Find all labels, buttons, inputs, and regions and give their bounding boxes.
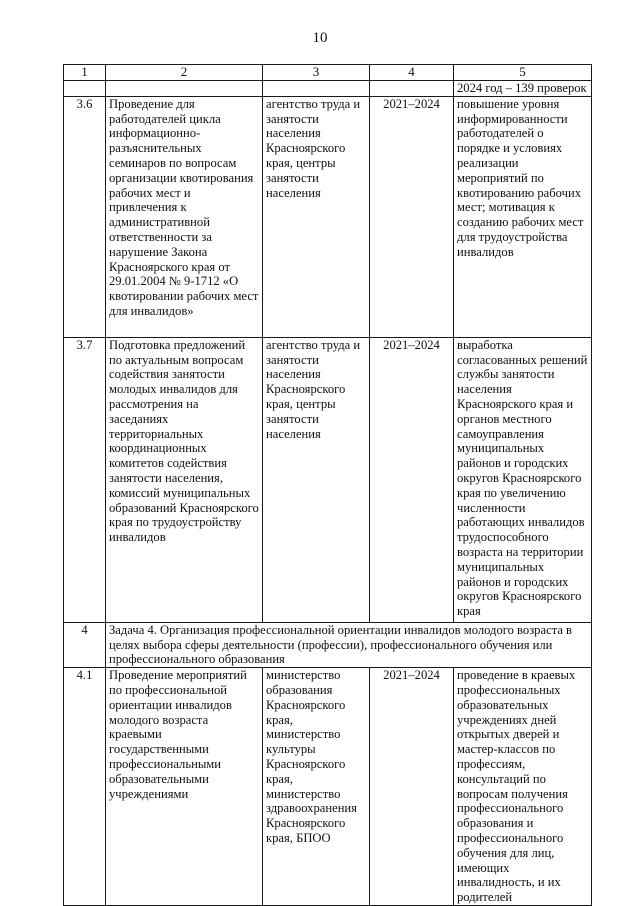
task-row — [64, 622, 592, 667]
header-cell-period: 4 — [370, 65, 454, 81]
row-activity: Подготовка предложений по актуальным вопросам содействия занятости молодых инвалидов для рассмотрения на заседаниях территориальных координационных комитетов содействия занятости населения, комиссий муниципальных образований Красноярского края по трудоустройству инвалидов — [106, 337, 263, 622]
header-row — [64, 65, 592, 81]
table-row — [64, 337, 592, 622]
header-cell-activity: 2 — [106, 65, 263, 81]
row-executor: агентство труда и занятости населения Красноярского края, центры занятости населения — [263, 96, 370, 337]
table-row — [64, 668, 592, 906]
table-row — [64, 96, 592, 337]
row-number: 4.1 — [64, 668, 106, 906]
page-number: 10 — [312, 30, 328, 46]
row-period: 2021–2024 — [370, 668, 454, 906]
row-number: 3.7 — [64, 337, 106, 622]
header-cell-result: 5 — [454, 65, 592, 81]
row-result: проведение в краевых профессиональных образовательных учреждениях дней открытых дверей и мастер-классов по профессиям, консультаций по вопросам получения профессионального образования и профессионального обучения для лиц, имеющих инвалидность, и их родителей — [454, 668, 592, 906]
row-executor: агентство труда и занятости населения Красноярского края, центры занятости населения — [263, 337, 370, 622]
row-result: выработка согласованных решений службы занятости населения Красноярского края и органов местного самоуправления муниципальных районов и городских округов Красноярского края по увеличению численности работающих инвалидов трудоспособного возраста на территории муниципальных районов и городских округов Красноярского края — [454, 337, 592, 622]
task-number: 4 — [64, 622, 106, 667]
carry-over-result: 2024 год – 139 проверок — [454, 81, 592, 97]
row-period: 2021–2024 — [370, 337, 454, 622]
row-period: 2021–2024 — [370, 96, 454, 337]
header-cell-num: 1 — [64, 65, 106, 81]
header-cell-executor: 3 — [263, 65, 370, 81]
carry-over-row — [64, 81, 592, 97]
row-executor: министерство образования Красноярского края, министерство культуры Красноярского края, министерство здравоохранения Красноярского края, БПОО — [263, 668, 370, 906]
row-result: повышение уровня информированности работодателей о порядке и условиях реализации мероприятий по квотированию рабочих мест; мотивация к созданию рабочих мест для трудоустройства инвалидов — [454, 96, 592, 337]
measures-table — [63, 64, 592, 906]
row-activity: Проведение для работодателей цикла информационно-разъяснительных семинаров по вопросам организации квотирования рабочих мест и привлечения к административной ответственности за нарушение Закона Красноярского края от 29.01.2004 № 9-1712 «О квотировании рабочих мест для инвалидов» — [106, 96, 263, 337]
task-text: Задача 4. Организация профессиональной ориентации инвалидов молодого возраста в целях выбора сферы деятельности (профессии), профессионального обучения или профессионального образования — [106, 622, 592, 667]
row-activity: Проведение мероприятий по профессиональной ориентации инвалидов молодого возраста краевыми государственными профессиональными образовательными учреждениями — [106, 668, 263, 906]
row-number: 3.6 — [64, 96, 106, 337]
